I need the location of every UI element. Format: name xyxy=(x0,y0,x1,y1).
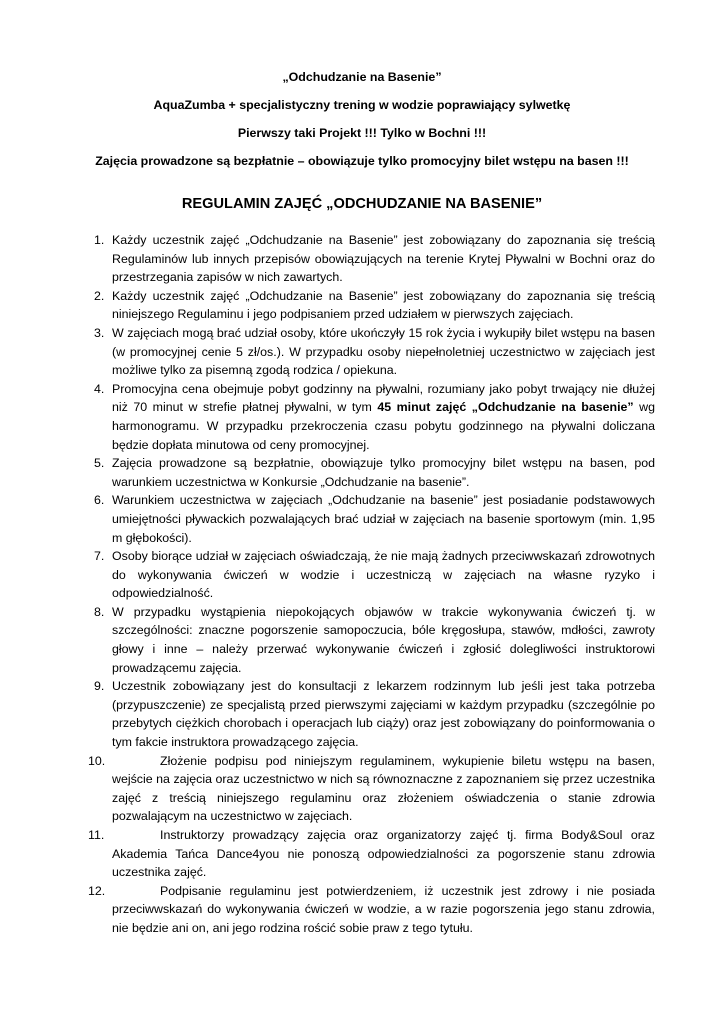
item-text: Każdy uczestnik zajęć „Odchudzanie na Basenie” jest zobowiązany do zapoznania się treścią Regulaminów lub innych przepisów obowiązujących na terenie Krytej Pływalni w Bochni oraz do przestrzegania zapisów w nich zawartych. xyxy=(112,233,655,285)
item-text: Zajęcia prowadzone są bezpłatnie, obowiązuje tylko promocyjny bilet wstępu na basen, pod warunkiem uczestnictwa w Konkursie „Odchudzanie na basenie”. xyxy=(112,456,655,489)
item-text: Podpisanie regulaminu jest potwierdzeniem, iż uczestnik jest zdrowy i nie posiada przeciwwskazań do wykonywania ćwiczeń w wodzie, a w razie pogorszenia jego stanu zdrowia, nie będzie ani on, ani jego rodzina rościć sobie praw z tego tytułu. xyxy=(112,883,655,935)
item-number: 6. xyxy=(94,493,105,508)
item-number: 3. xyxy=(94,325,105,340)
item-text-bold: 45 minut zajęć „Odchudzanie na basenie” xyxy=(377,400,634,415)
list-item xyxy=(91,287,655,324)
list-item xyxy=(88,826,655,882)
item-number: 1. xyxy=(94,233,105,247)
list-item xyxy=(91,603,655,677)
item-text: Warunkiem uczestnictwa w zajęciach „Odchudzanie na basenie” jest posiadanie podstawowych umiejętności pływackich pozwalających brać udział w zajęciach na basenie sportowym (min. 1,95 m głębokości). xyxy=(112,493,655,545)
list-item xyxy=(88,882,655,938)
list-item xyxy=(91,677,655,751)
item-text: Instruktorzy prowadzący zajęcia oraz organizatorzy zajęć tj. firma Body&Soul oraz Akademia Tańca Dance4you nie ponoszą odpowiedzialności za pogorszenie stanu zdrowia uczestnika zajęć. xyxy=(112,828,655,880)
list-item xyxy=(91,454,655,491)
item-number: 9. xyxy=(94,679,105,694)
item-number: 5. xyxy=(94,456,105,471)
list-item xyxy=(91,547,655,603)
item-number: 4. xyxy=(94,381,105,396)
item-number: 10. xyxy=(88,753,106,768)
document-title: REGULAMIN ZAJĘĆ „ODCHUDZANIE NA BASENIE” xyxy=(181,196,543,212)
item-text: Osoby biorące udział w zajęciach oświadczają, że nie mają żadnych przeciwwskazań zdrowotnych do wykonywania ćwiczeń w wodzie i uczestniczą w zajęciach na własne ryzyko i odpowiedzialność. xyxy=(112,549,655,601)
list-item xyxy=(91,231,655,287)
header-line-3: Pierwszy taki Projekt !!! Tylko w Bochni !!! xyxy=(237,126,487,140)
header-line-1: „Odchudzanie na Basenie” xyxy=(282,70,442,84)
header-line-4: Zajęcia prowadzone są bezpłatnie – obowiązuje tylko promocyjny bilet wstępu na basen !!! xyxy=(95,154,629,168)
item-number: 8. xyxy=(94,604,105,619)
item-text: W zajęciach mogą brać udział osoby, które ukończyły 15 rok życia i wykupiły bilet wstępu na basen (w promocyjnej cenie 5 zł/os.). W przypadku osoby niepełnoletniej uczestnictwo w zajęciach jest możliwe tylko za pisemną zgodą rodzica / opiekuna. xyxy=(112,325,655,378)
item-text: Złożenie podpisu pod niniejszym regulaminem, wykupienie biletu wstępu na basen, wejście na zajęcia oraz uczestnictwo w nich są równoznaczne z zapoznaniem się przez uczestnika zajęć z treścią niniejszego regulaminu oraz złożeniem oświadczenia o stanie zdrowia pozwalającym na uczestnictwo w zajęciach. xyxy=(112,753,655,824)
item-number: 11. xyxy=(88,828,105,842)
list-item xyxy=(91,380,655,454)
item-text: Promocyjna cena obejmuje pobyt godzinny na pływalni, rozumiany jako pobyt trwający nie dłużej niż 70 minut w strefie płatnej pływalni, w tym xyxy=(112,381,655,415)
list-item xyxy=(88,752,655,826)
item-text: W przypadku wystąpienia niepokojących objawów w trakcie wykonywania ćwiczeń tj. w szczególności: znaczne pogorszenie samopoczucia, bóle kręgosłupa, stawów, mdłości, zawroty głowy i inne – należy przerwać wykonywanie ćwiczeń i zgłosić dolegliwości instruktorowi prowadzącemu zajęcia. xyxy=(112,604,655,675)
item-number: 12. xyxy=(88,883,106,898)
item-number: 2. xyxy=(94,288,105,303)
list-item xyxy=(91,324,655,380)
list-item xyxy=(91,491,655,547)
header-line-2: AquaZumba + specjalistyczny trening w wodzie poprawiający sylwetkę xyxy=(153,98,571,112)
item-text-rest: wg harmonogramu. W przypadku przekroczenia czasu pobytu godzinnego na pływalni doliczana będzie dopłata minutowa od ceny promocyjnej. xyxy=(112,400,655,452)
item-number: 7. xyxy=(94,549,105,564)
item-text: Każdy uczestnik zajęć „Odchudzanie na Basenie” jest zobowiązany do zapoznania się treścią niniejszego Regulaminu i jego podpisaniem przed udziałem w pierwszych zajęciach. xyxy=(112,288,655,322)
item-text: Uczestnik zobowiązany jest do konsultacji z lekarzem rodzinnym lub jeśli jest taka potrzeba (przypuszczenie) ze specjalistą przed pierwszymi zajęciami w każdym przypadku (szczególnie po przebytych ciężkich chorobach i operacjach lub ciąży) oraz jest zobowiązany do poinformowania o tym fakcie instruktora prowadzącego zajęcia. xyxy=(112,679,655,750)
rules-list xyxy=(88,231,655,938)
